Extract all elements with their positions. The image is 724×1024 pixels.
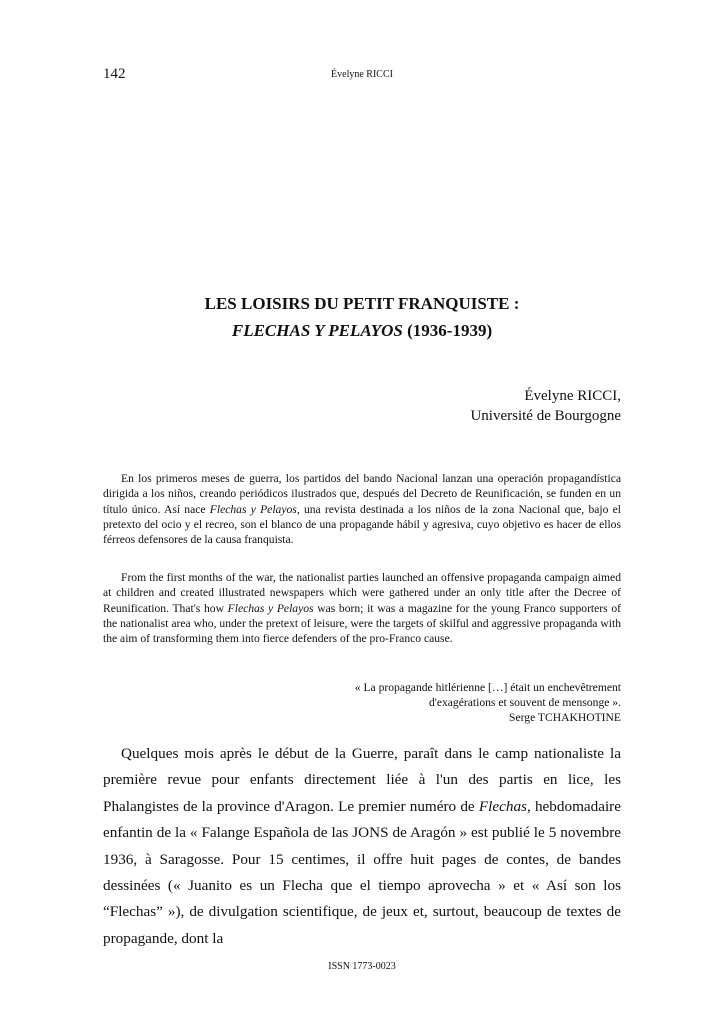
body-italic: Flechas (478, 797, 527, 815)
author-block (470, 386, 621, 426)
abstract-es-text-2: , una revista destinada a los niños de la zona Nacional que, bajo el pretexto del ocio y el recreo, son el blanco de una propagande hábil y agresiva, cuyo objetivo es hacer de ellos férreos defensores de la causa franquista. (103, 502, 622, 547)
author-affiliation: Université de Bourgogne (470, 408, 621, 424)
article-title (0, 290, 724, 344)
page-number: 142 (103, 66, 126, 82)
abstract-es-italic: Flechas y Pelayos (209, 502, 297, 516)
epigraph-line-1: « La propagande hitlérienne […] était un enchevêtrement (354, 681, 621, 694)
body-text-1: Quelques mois après le début de la Guerre, paraît dans le camp nationaliste la première revue pour enfants directement liée à l'un des partis en lice, les Phalangistes de la province d'Aragon. Le premier numéro de (103, 745, 621, 815)
abstract-en-italic: Flechas y Pelayos (227, 601, 314, 615)
abstract-en-text-1: From the first months of the war, the nationalist parties launched an offensive propaganda campaign aimed at children and created illustrated newspapers which were gathered under an only title after the Decree of Reunification. That's how (103, 571, 621, 615)
epigraph-line-2: d'exagérations et souvent de mensonge ». (428, 696, 621, 709)
author-name: Évelyne RICCI, (524, 388, 621, 404)
abstract-english (103, 570, 621, 646)
epigraph-attribution: Serge TCHAKHOTINE (509, 711, 621, 724)
title-years: (1936-1939) (402, 321, 493, 340)
abstract-es-text-1: En los primeros meses de guerra, los partidos del bando Nacional lanzan una operación propagandística dirigida a los niños, creando periódicos ilustrados que, después del Decreto de Reunificación, se funden en un título único. Así nace (103, 472, 621, 516)
title-line-1: LES LOISIRS DU PETIT FRANQUISTE : (204, 294, 520, 313)
title-line-2 (0, 317, 724, 344)
abstract-en-text-2: was born; it was a magazine for the young Franco supporters of the nationalist area who, under the pretext of leisure, were the targets of skilful and aggressive propaganda with the aim of transforming them into fierce defenders of the pro-Franco cause. (103, 601, 622, 646)
epigraph (355, 680, 621, 725)
body-paragraph (103, 741, 621, 952)
footer-issn: ISSN 1773-0023 (328, 961, 396, 972)
abstract-spanish (103, 471, 621, 547)
body-text-2: , hebdomadaire enfantin de la « Falange Española de las JONS de Aragón » est publié le 5 novembre 1936, à Saragosse. Pour 15 centimes, il offre huit pages de contes, de bandes dessinées (« Juanito es un Flecha que el tiempo aprovecha » et « Así son los “Flechas” »), de divulgation scientifique, de jeux et, surtout, beaucoup de textes de propagande, dont la (103, 797, 621, 947)
running-head: Évelyne RICCI (331, 69, 393, 80)
title-italic: FLECHAS Y PELAYOS (231, 321, 403, 340)
